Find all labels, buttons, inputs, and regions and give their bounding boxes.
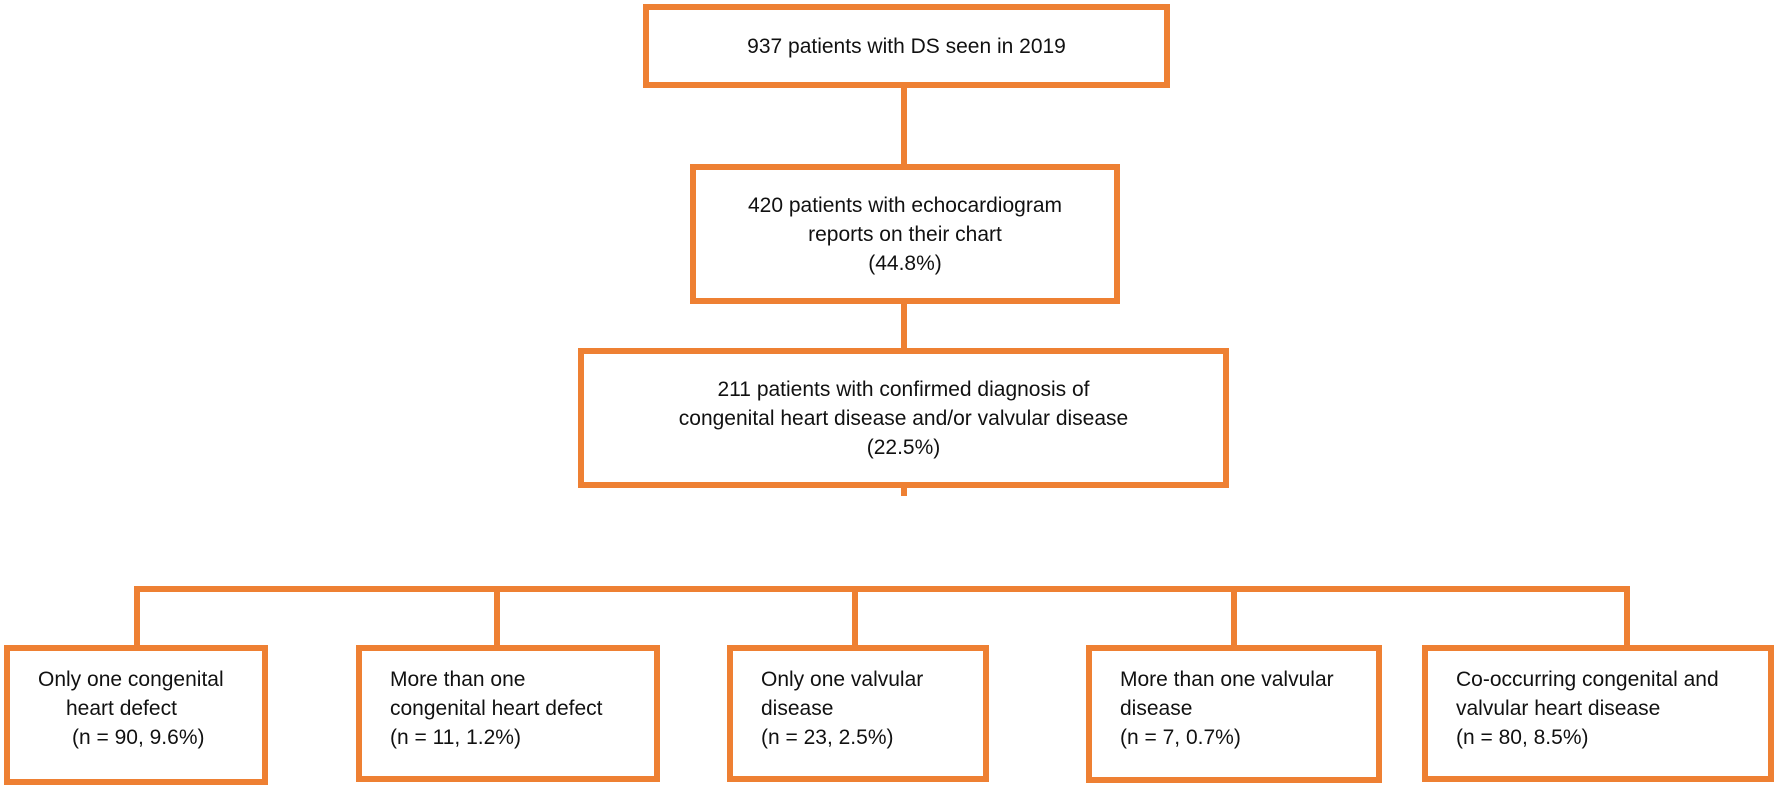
box-co-occurring-disease [1422,645,1774,782]
category-3-line-2: disease [761,697,834,720]
category-1-line-1: Only one congenital [38,668,224,691]
category-5-line-1: Co-occurring congenital and [1456,668,1719,691]
category-4-line-3: (n = 7, 0.7%) [1120,726,1241,749]
box-confirmed-diagnosis [578,348,1229,488]
category-1-line-3: (n = 90, 9.6%) [72,726,205,749]
box-patients-seen [643,4,1170,88]
category-2-line-3: (n = 11, 1.2%) [390,726,521,749]
box-one-valvular-disease [727,645,989,782]
category-2-line-2: congenital heart defect [390,697,603,720]
category-3-line-1: Only one valvular [761,668,924,691]
category-4-line-1: More than one valvular [1120,668,1334,691]
box-patients-seen-line-1: 937 patients with DS seen in 2019 [747,34,1066,58]
category-5-line-3: (n = 80, 8.5%) [1456,726,1589,749]
category-4-line-2: disease [1120,697,1193,720]
category-2-line-1: More than one [390,668,526,691]
box-multiple-congenital-defects [356,645,660,782]
box-multiple-valvular-disease [1086,645,1382,783]
box-one-congenital-defect [4,645,268,785]
box-echocardiogram-reports [690,164,1120,304]
box-echo-line-2: reports on their chart [808,222,1002,246]
category-5-line-2: valvular heart disease [1456,697,1661,720]
category-1-line-2: heart defect [66,697,177,720]
box-confirmed-line-2: congenital heart disease and/or valvular disease [678,406,1129,430]
category-3-line-3: (n = 23, 2.5%) [761,726,894,749]
box-confirmed-line-3: (22.5%) [866,435,941,459]
box-confirmed-line-1: 211 patients with confirmed diagnosis of [717,377,1090,401]
box-echo-line-3: (44.8%) [868,251,942,275]
box-echo-line-1: 420 patients with echocardiogram [747,193,1062,217]
